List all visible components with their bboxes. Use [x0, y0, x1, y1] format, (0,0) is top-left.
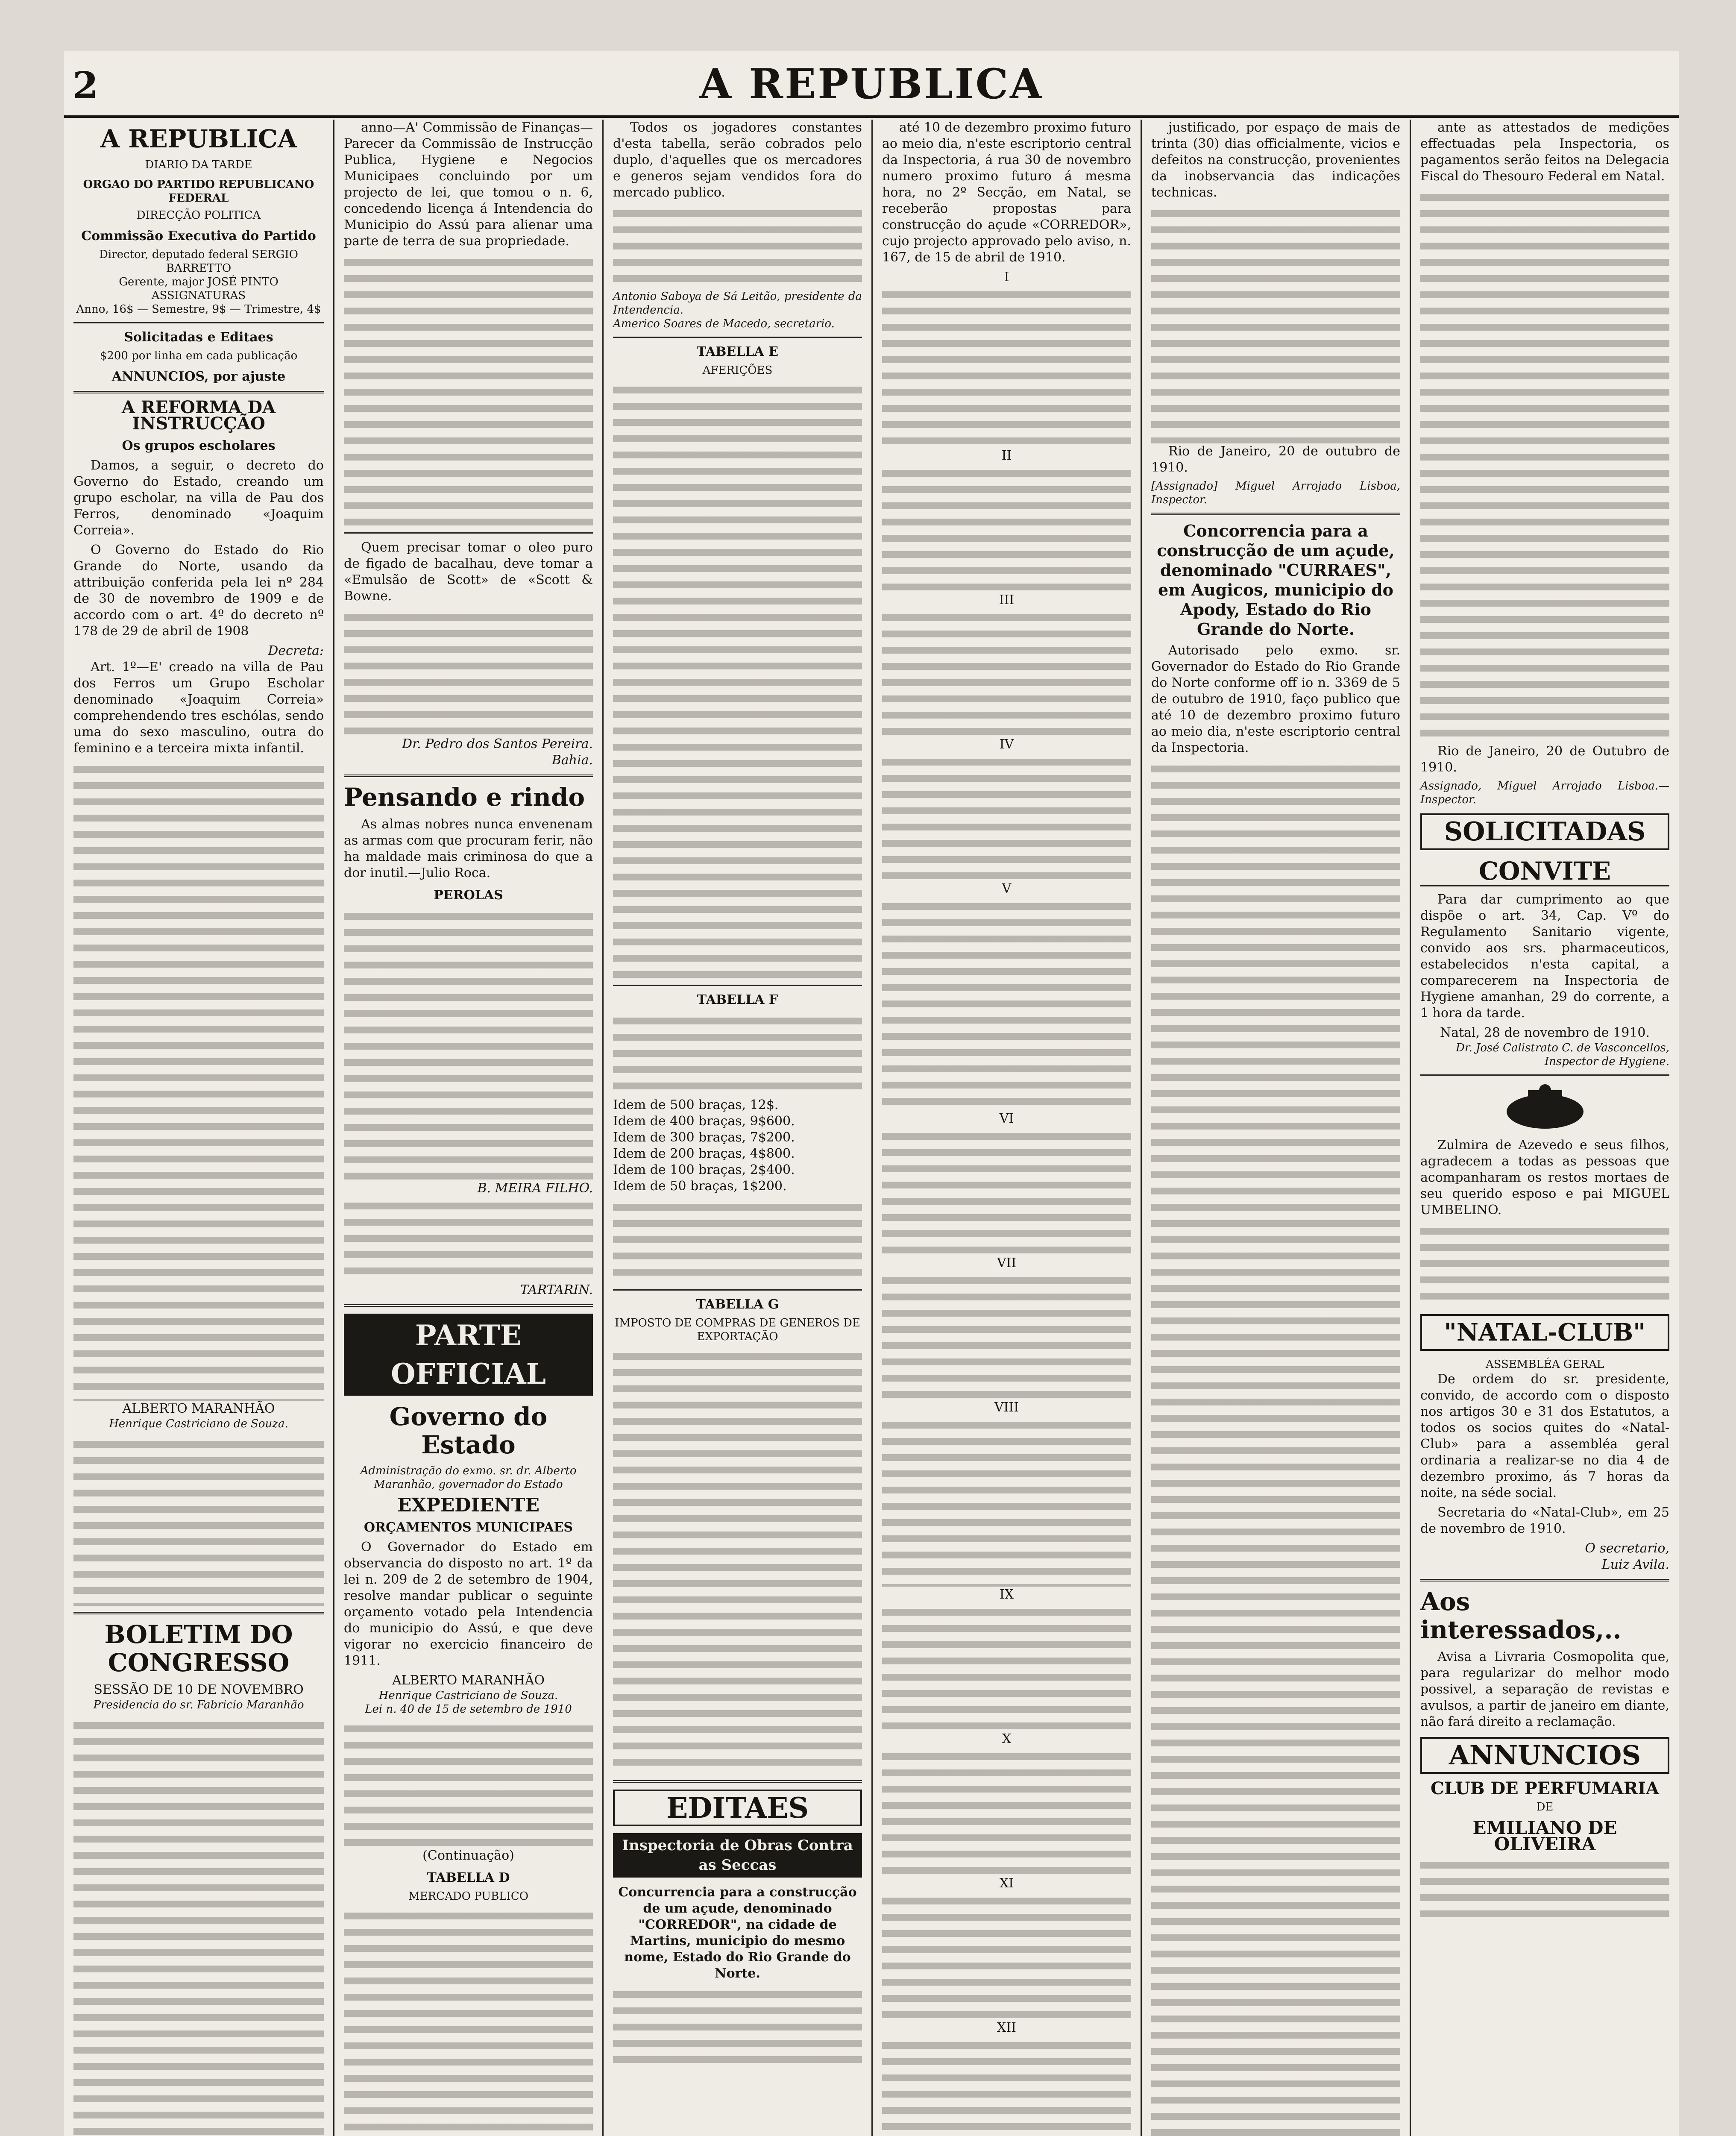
col2-lei: Lei n. 40 de 15 de setembro de 1910: [365, 1703, 572, 1716]
section-concorrencia-curraes: Concorrencia para a construcção de um açude, denominado "CURRAES", em Augicos, municipio do Apody, Estado do Rio Grande do Norte.: [1157, 521, 1395, 639]
col3-body-text-2: [613, 1985, 862, 2071]
col6-paragraph-3: Para dar cumprimento ao que dispõe o art. 34, Cap. Vº do Regulamento Sanitario vigente, convido aos srs. pharmaceuticos, estabelecidos n'esta capital, a comparecerem na Inspectoria de Hygiene amanhan, 29 do corrente, a 1 hora da tarde.: [1420, 892, 1669, 1021]
col4-body-viii: [882, 1416, 1131, 1587]
col3-table-e-rows: [613, 381, 862, 979]
page-number: 2: [73, 64, 98, 107]
col2-body-text-3: [344, 1197, 593, 1282]
col3-tabella-e: TABELLA E: [697, 344, 778, 359]
col4-roman-x: X: [1002, 1731, 1012, 1746]
col4-roman-i: I: [1004, 270, 1009, 285]
col4-body-vi: [882, 1127, 1131, 1255]
col1-sub5: Director, deputado federal SERGIO BARRETTO: [99, 248, 298, 275]
col3-table-f-row: Idem de 300 braças, 7$200.: [613, 1130, 795, 1145]
col1-body-text-2: [73, 1435, 324, 1606]
col1-sub10: $200 por linha em cada publicação: [100, 349, 298, 362]
col1-sub8: Anno, 16$ — Semestre, 9$ — Trimestre, 4$: [76, 303, 321, 316]
section-expediente: EXPEDIENTE: [397, 1494, 540, 1516]
col6-paragraph-2: Rio de Janeiro, 20 de Outubro de 1910.: [1420, 744, 1669, 775]
col4-body-vii: [882, 1271, 1131, 1400]
section-perolas: PEROLAS: [434, 888, 503, 903]
col4-body-ii: [882, 464, 1131, 592]
col2-signature-4: ALBERTO MARANHÃO: [392, 1673, 545, 1688]
col3-body-text: [613, 204, 862, 290]
section-inspectoria: Inspectoria de Obras Contra as Seccas: [613, 1833, 862, 1878]
col5-body-text: [1151, 204, 1400, 443]
col1-sub2: ORGAO DO PARTIDO REPUBLICANO FEDERAL: [83, 178, 314, 205]
col4-body-ix: [882, 1603, 1131, 1731]
section-emiliano: EMILIANO DE OLIVEIRA: [1472, 1817, 1617, 1854]
section-presidencia: Presidencia do sr. Fabricio Maranhão: [93, 1699, 304, 1711]
col2-table-rows: [344, 1907, 593, 2136]
col5-body-text-2: [1151, 760, 1400, 2136]
col4-body-x: [882, 1747, 1131, 1875]
col2-paragraph-4: O Governador do Estado em observancia do disposto no art. 1º da lei n. 209 de 2 de setembro de 1904, resolve mandar publicar o seguinte orçamento votado pela Intendencia do municipio do Assú, e que deve vigorar no exercicio financeiro de 1911.: [344, 1540, 593, 1668]
col4-body-iv: [882, 753, 1131, 881]
col1-sub1: DIARIO DA TARDE: [145, 158, 252, 171]
col1-sub6: Gerente, major JOSÉ PINTO: [119, 276, 279, 288]
col3-paragraph-1: Todos os jogadores constantes d'esta tabella, serão cobrados pelo duplo, d'aquelles que os mercadores e generos sejam vendidos fora do mercado publico.: [613, 120, 862, 200]
col6-signature: Assignado, Miguel Arrojado Lisboa.—Inspector.: [1420, 780, 1669, 806]
col6-signature-2: Dr. José Calistrato C. de Vasconcellos, Inspector de Hygiene.: [1456, 1042, 1669, 1068]
column-2: [333, 120, 602, 2136]
section-concorrencia-corredor: Concurrencia para a construcção de um açude, denominado "CORREDOR", na cidade de Martins, municipio do mesmo nome, Estado do Rio Grande do Norte.: [618, 1885, 857, 1981]
col1-paragraph-2: O Governo do Estado do Rio Grande do Norte, usando da attribuição conferida pela lei nº 284 de 30 de novembro de 1909 e de accordo com o art. 4º do decreto nº 178 de 29 de abril de 1908: [73, 543, 324, 639]
section-parte-official: PARTE OFFICIAL: [344, 1314, 593, 1396]
col4-roman-v: V: [1002, 881, 1012, 896]
col3-table-f-row: Idem de 400 braças, 9$600.: [613, 1114, 795, 1129]
section-pensando-rindo: Pensando e rindo: [344, 783, 585, 812]
col3-tabella-f: TABELLA F: [697, 992, 778, 1007]
col1-signature-2: Henrique Castriciano de Souza.: [109, 1417, 288, 1430]
col4-roman-vi: VI: [999, 1111, 1014, 1126]
col4-roman-viii: VIII: [994, 1400, 1019, 1415]
col2-poem: [344, 907, 593, 1180]
masthead: [64, 51, 1679, 118]
col2-signature: Dr. Pedro dos Santos Pereira.: [402, 736, 593, 751]
col6-signature-3: O secretario,: [1585, 1541, 1669, 1556]
col2-continuacao: (Continuação): [422, 1848, 514, 1863]
col6-paragraph-5: De ordem do sr. presidente, convido, de accordo com o disposto nos artigos 30 e 31 dos Estatutos, a todos os socios quites do «Natal-Club» para a assembléa geral ordinaria a realizar-se no dia 4 de dezembro proximo, ás 7 horas da noite, na séde social.: [1420, 1372, 1669, 1500]
section-annuncios: ANNUNCIOS: [1420, 1737, 1669, 1774]
col3-afericoes: AFERIÇÕES: [702, 364, 773, 377]
col1-sub7: ASSIGNATURAS: [151, 289, 246, 302]
col5-paragraph-1: justificado, por espaço de mais de trinta (30) dias officialmente, vicios e defeitos na construcção, provenientes da inobservancia das indicações technicas.: [1151, 120, 1400, 200]
col1-decreta: Decreta:: [268, 643, 324, 658]
col6-paragraph-6: Avisa a Livraria Cosmopolita que, para regularizar do melhor modo possivel, a separação de revistas e avulsos, a partir de janeiro em diante, não fará direito a reclamação.: [1420, 1649, 1669, 1729]
col6-body-text-3: [1420, 1856, 1669, 1924]
section-assemblea: ASSEMBLÉA GERAL: [1485, 1358, 1604, 1371]
section-sessao: SESSÃO DE 10 DE NOVEMBRO: [94, 1682, 304, 1697]
col4-body-iii: [882, 608, 1131, 736]
col1-signature: ALBERTO MARANHÃO: [122, 1401, 275, 1416]
col4-roman-ii: II: [1001, 448, 1012, 463]
col4-roman-iii: III: [999, 593, 1015, 607]
col4-roman-xi: XI: [999, 1876, 1014, 1891]
col1-body-text-3: [73, 1716, 324, 2136]
col3-table-f-row: Idem de 100 braças, 2$400.: [613, 1162, 795, 1177]
newspaper-page: [64, 51, 1679, 2136]
col6-body-text-2: [1420, 1222, 1669, 1307]
section-governo-estado: Governo do Estado: [389, 1402, 548, 1459]
col6-date: Natal, 28 de novembro de 1910.: [1440, 1025, 1650, 1040]
col4-body-v: [882, 897, 1131, 1111]
col3-table-f-rest: [613, 1198, 862, 1283]
section-orcamentos: ORÇAMENTOS MUNICIPAES: [364, 1520, 573, 1535]
col6-paragraph-1: ante as attestados de medições effectuadas pela Inspectoria, os pagamentos serão feitos na Delegacia Fiscal do Thesouro Federal em Natal.: [1420, 120, 1669, 184]
mourning-crest-icon: [1502, 1082, 1588, 1133]
col4-roman-ix: IX: [999, 1587, 1014, 1602]
col4-roman-vii: VII: [997, 1256, 1017, 1270]
section-administracao: Administração do exmo. sr. dr. Alberto Maranhão, governador do Estado: [360, 1464, 577, 1491]
section-reforma-instrucao: A REFORMA DA INSTRUCÇÃO: [121, 397, 276, 434]
col6-body-text: [1420, 188, 1669, 743]
col1-sub4: Commissão Executiva do Partido: [81, 229, 316, 244]
column-6: [1410, 120, 1679, 2136]
col2-body-text-2: [344, 608, 593, 736]
column-3: [602, 120, 871, 2136]
col2-signature-b: Bahia.: [551, 753, 593, 768]
col5-signature: [Assignado] Miguel Arrojado Lisboa, Inspector.: [1151, 480, 1400, 506]
col1-paragraph-3: Art. 1º—E' creado na villa de Pau dos Ferros um Grupo Escholar denominado «Joaquim Correia» comprehendendo tres eschólas, sendo uma do sexo masculino, outra do feminino e a terceira mixta infantil.: [73, 660, 324, 756]
col1-paragraph-1: Damos, a seguir, o decreto do Governo do Estado, creando um grupo escholar, na villa de Pau dos Ferros, denominado «Joaquim Correia».: [73, 458, 324, 538]
column-1: [64, 120, 333, 2136]
col3-tabella-g: TABELLA G: [696, 1297, 779, 1312]
col3-table-f-row: Idem de 200 braças, 4$800.: [613, 1146, 795, 1161]
col6-paragraph-4: Zulmira de Azevedo e seus filhos, agradecem a todas as pessoas que acompanharam os restos mortaes de seu querido esposo e pai MIGUEL UMBELINO.: [1420, 1138, 1669, 1218]
col6-paragraph-5b: Secretaria do «Natal-Club», em 25 de novembro de 1910.: [1420, 1505, 1669, 1536]
col2-body-text: [344, 253, 593, 526]
col2-body-text-4: [344, 1719, 593, 1848]
col3-signature-b: Americo Soares de Macedo, secretario.: [613, 317, 835, 330]
col4-roman-xii: XII: [997, 2020, 1017, 2035]
col2-signature-3: TARTARIN.: [520, 1282, 593, 1297]
section-boletim-congresso: BOLETIM DO CONGRESSO: [104, 1620, 293, 1677]
col2-signature-4b: Henrique Castriciano de Souza.: [378, 1689, 558, 1702]
col4-body-xii: [882, 2036, 1131, 2136]
col1-sub3: DIRECÇÃO POLITICA: [136, 209, 261, 222]
col3-table-f-intro: [613, 1012, 862, 1097]
section-natal-club: "NATAL-CLUB": [1420, 1314, 1669, 1351]
section-convite: CONVITE: [1420, 857, 1669, 886]
col2-mercado-publico: MERCADO PUBLICO: [408, 1890, 529, 1903]
section-solicitadas: SOLICITADAS: [1420, 813, 1669, 850]
col2-paragraph-2: Quem precisar tomar o oleo puro de figado de bacalhau, deve tomar a «Emulsão de Scott» de «Scott & Bowne.: [344, 540, 593, 604]
col3-signature: Antonio Saboya de Sá Leitão, presidente da Intendencia.: [613, 290, 862, 317]
col1-body-text: [73, 760, 324, 1401]
section-club-perfumaria: CLUB DE PERFUMARIA: [1431, 1778, 1659, 1799]
section-aos-interessados: Aos interessados,..: [1420, 1587, 1622, 1644]
col2-signature-2: B. MEIRA FILHO.: [477, 1181, 593, 1196]
col2-paragraph-1: anno—A' Commissão de Finanças—Parecer da Commissão de Instrucção Publica, Hygiene e Negocios Municipaes concluindo por um projecto de lei, que tomou o n. 6, concedendo licença á Intendencia do Municipio do Assú para alienar uma parte de terra de sua propriedade.: [344, 120, 593, 249]
col1-sub9: Solicitadas e Editaes: [124, 330, 273, 345]
section-de: DE: [1536, 1801, 1554, 1813]
column-5: [1141, 120, 1410, 2136]
columns: [64, 120, 1679, 2136]
col5-paragraph-3: Autorisado pelo exmo. sr. Governador do Estado do Rio Grande do Norte conforme off io n. 3369 de 5 de outubro de 1910, faço publico que até 10 de dezembro proximo futuro ao meio dia, n'este escriptorio central da Inspectoria.: [1151, 643, 1400, 755]
section-editaes: EDITAES: [613, 1790, 862, 1826]
col3-table-f-row: Idem de 500 braças, 12$.: [613, 1097, 779, 1112]
col4-body-i: [882, 285, 1131, 448]
col2-tabella-d: TABELLA D: [427, 1870, 510, 1885]
col6-signature-3b: Luiz Avila.: [1601, 1557, 1669, 1572]
col2-paragraph-3: As almas nobres nunca envenenam as armas com que procuram ferir, não ha maldade mais criminosa do que a dor inutil.—Julio Roca.: [344, 817, 593, 880]
col3-imposto: IMPOSTO DE COMPRAS DE GENEROS DE EXPORTAÇÃO: [615, 1317, 860, 1343]
col4-paragraph-1: até 10 de dezembro proximo futuro ao meio dia, n'este escriptorio central da Inspectoria, á rua 30 de novembro numero proximo futuro á mesma hora, no 2º Secção, em Natal, se receberão propostas para construcção do açude «CORREDOR», cujo projecto approvado pelo aviso, n. 167, de 15 de abril de 1910.: [882, 120, 1131, 265]
col4-roman-iv: IV: [999, 737, 1014, 752]
col3-table-f-row: Idem de 50 braças, 1$200.: [613, 1179, 787, 1194]
section-grupos-escholares: Os grupos escholares: [122, 438, 276, 453]
col1-title: A REPUBLICA: [100, 124, 297, 153]
col4-body-xi: [882, 1892, 1131, 2020]
col3-table-g-rows: [613, 1347, 862, 1774]
col1-sub11: ANNUNCIOS, por ajuste: [111, 369, 286, 384]
column-4: [871, 120, 1141, 2136]
col5-paragraph-2: Rio de Janeiro, 20 de outubro de 1910.: [1151, 444, 1400, 475]
paper-name: A REPUBLICA: [699, 60, 1044, 108]
